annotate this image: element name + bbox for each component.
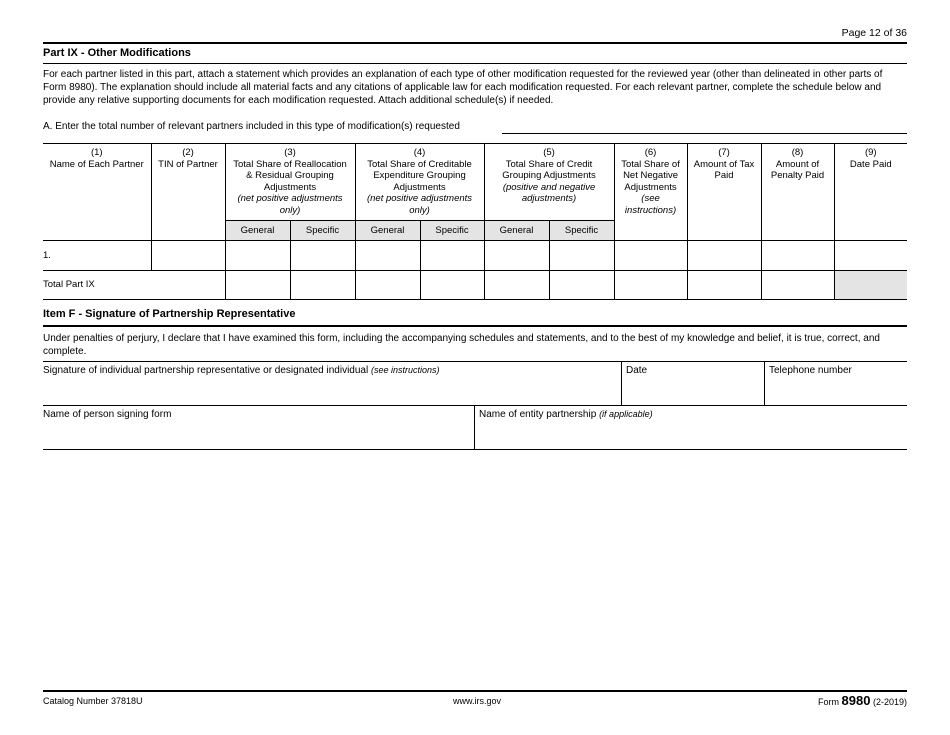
telephone-field[interactable] [765, 362, 907, 405]
subheader-specific-3: Specific [290, 221, 355, 241]
telephone-label: Telephone number [769, 365, 852, 376]
row1-col7[interactable] [687, 241, 761, 271]
total-col4-general[interactable] [355, 271, 420, 300]
part-ix-table [43, 143, 907, 300]
total-col5-general[interactable] [484, 271, 549, 300]
part-ix-top-rule [43, 42, 907, 44]
col-header-1: (1) Name of Each Partner [43, 144, 151, 241]
subheader-specific-4: Specific [420, 221, 484, 241]
total-label: Total Part IX [43, 271, 225, 300]
signature-field[interactable] [43, 362, 621, 405]
col-header-4: (4) Total Share of Creditable Expenditure Grouping Adjustments (net positive adjustments only) [355, 144, 484, 221]
total-col3-specific[interactable] [290, 271, 355, 300]
form-number: 8980 [841, 693, 871, 708]
row1-col6[interactable] [614, 241, 687, 271]
table-row [43, 241, 907, 271]
line-a-input[interactable] [502, 120, 907, 134]
item-f-declaration: Under penalties of perjury, I declare that I have examined this form, including the accompanying schedules and statements, and to the best of my knowledge and belief, it is true, correct, and complete. [43, 333, 880, 357]
total-col9-shaded [834, 271, 907, 300]
row1-tin[interactable] [151, 241, 225, 271]
catalog-number: Catalog Number 37818U [43, 696, 143, 706]
entity-note: (if applicable) [599, 409, 653, 419]
total-col7[interactable] [687, 271, 761, 300]
part-ix-instructions: For each partner listed in this part, attach a statement which provides an explanation of each type of other modification requested for the reviewed year (other than delineated in other parts of Form 8980). The explanation should include all material facts and any citations of applicable law for each modification requested. For each relevant partner, complete the schedule below and provide any relative supporting documents for each modification requested. Attach additional schedule(s) if needed. [43, 69, 883, 106]
signature-note: (see instructions) [371, 365, 440, 375]
col-header-3: (3) Total Share of Reallocation & Residual Grouping Adjustments (net positive adjustments only) [225, 144, 355, 221]
total-col6[interactable] [614, 271, 687, 300]
row1-col4-specific[interactable] [420, 241, 484, 271]
row1-col9[interactable] [834, 241, 907, 271]
subheader-specific-5: Specific [549, 221, 614, 241]
row1-label: 1. [43, 249, 51, 261]
irs-website: www.irs.gov [453, 696, 502, 706]
page-number: Page 12 of 36 [841, 27, 907, 39]
name-bottom-rule [43, 449, 907, 450]
row1-col3-specific[interactable] [290, 241, 355, 271]
col-header-6: (6) Total Share of Net Negative Adjustments (see instructions) [614, 144, 687, 241]
footer-rule [43, 690, 907, 692]
name-signing-label: Name of person signing form [43, 409, 172, 420]
name-signing-field[interactable] [43, 406, 474, 449]
item-f-rule [43, 325, 907, 327]
subheader-general-4: General [355, 221, 420, 241]
col-header-9: (9) Date Paid [834, 144, 907, 241]
entity-name-field[interactable] [475, 406, 907, 449]
line-a-label: A. Enter the total number of relevant partners included in this type of modification(s) requested [43, 121, 460, 132]
col-header-2: (2) TIN of Partner [151, 144, 225, 241]
row1-col5-general[interactable] [484, 241, 549, 271]
total-col5-specific[interactable] [549, 271, 614, 300]
row1-col4-general[interactable] [355, 241, 420, 271]
total-col4-specific[interactable] [420, 271, 484, 300]
col-header-8: (8) Amount of Penalty Paid [761, 144, 834, 241]
col-header-7: (7) Amount of Tax Paid [687, 144, 761, 241]
item-f-title: Item F - Signature of Partnership Representative [43, 308, 296, 320]
row1-col3-general[interactable] [225, 241, 290, 271]
table-row-total [43, 271, 907, 300]
part-ix-title: Part IX - Other Modifications [43, 47, 191, 59]
signature-label: Signature of individual partnership representative or designated individual [43, 365, 369, 376]
row1-partner-name[interactable] [43, 241, 151, 271]
subheader-general-5: General [484, 221, 549, 241]
subheader-general-3: General [225, 221, 290, 241]
form-id: Form 8980 (2-2019) [818, 693, 907, 708]
col-header-5: (5) Total Share of Credit Grouping Adjustments (positive and negative adjustments) [484, 144, 614, 221]
total-col8[interactable] [761, 271, 834, 300]
total-col3-general[interactable] [225, 271, 290, 300]
row1-col5-specific[interactable] [549, 241, 614, 271]
row1-col8[interactable] [761, 241, 834, 271]
date-field[interactable] [622, 362, 764, 405]
entity-label: Name of entity partnership [479, 409, 597, 420]
part-ix-title-rule [43, 63, 907, 64]
date-label: Date [626, 365, 648, 376]
